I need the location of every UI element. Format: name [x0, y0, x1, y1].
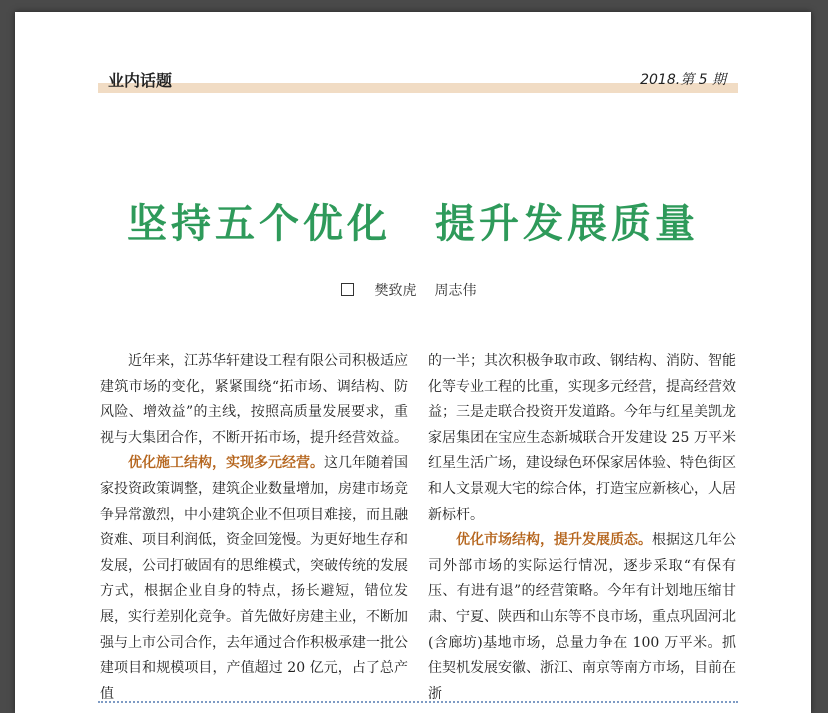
byline-box-icon — [341, 283, 354, 296]
author-name: 周志伟 — [434, 283, 477, 299]
byline — [15, 280, 811, 300]
paragraph — [100, 451, 408, 707]
author-name: 樊致虎 — [374, 283, 417, 299]
section-label: 业内话题 — [108, 71, 173, 90]
footer-divider — [98, 701, 738, 703]
left-column — [100, 349, 408, 707]
paragraph — [428, 528, 736, 707]
page-header — [98, 68, 738, 94]
paragraph: 近年来，江苏华轩建设工程有限公司积极适应建筑市场的变化，紧紧围绕“拓市场、调结构、防风险、增效益”的主线，按照高质量发展要求，重视与大集团合作，不断开拓市场，提升经营效益。 — [100, 353, 408, 446]
paragraph: 的一半；其次积极争取市政、钢结构、消防、智能化等专业工程的比重，实现多元经营，提高经营效益；三是走联合投资开发道路。今年与红星美凯龙家居集团在宝应生态新城联合开发建设 25 万平米红星生活广场，建设绿色环保家居体验、特色街区和人文景观大宅的综合体，打造宝应新核心，人居新标杆。 — [428, 353, 736, 523]
paragraph-body: 这几年随着国家投资政策调整，建筑企业数量增加，房建市场竞争异常激烈，中小建筑企业不但项目难接，而且融资难、项目利润低，资金回笼慢。为更好地生存和发展，公司打破固有的思维模式，突破传统的发展方式，根据企业自身的特点，扬长避短，错位发展，实行差别化竞争。首先做好房建主业，不断加强与上市公司合作，去年通过合作积极承建一批公建项目和规模项目，产值超过 20 亿元，占了总产值 — [100, 455, 408, 702]
document-page — [15, 12, 811, 713]
paragraph-heading: 优化市场结构，提升发展质态。 — [456, 532, 652, 549]
paragraph-heading: 优化施工结构，实现多元经营。 — [128, 455, 324, 472]
right-column — [428, 349, 736, 707]
paragraph-body: 根据这几年公司外部市场的实际运行情况，逐步采取“有保有压、有进有退”的经营策略。今年有计划地压缩甘肃、宁夏、陕西和山东等不良市场，重点巩固河北(含廊坊)基地市场，总量力争在 100 万平米。抓住契机发展安徽、浙江、南京等南方市场，目前在浙 — [428, 532, 736, 702]
article-title: 坚持五个优化 提升发展质量 — [127, 200, 699, 247]
issue-number: 2018.第 5 期 — [640, 72, 726, 88]
